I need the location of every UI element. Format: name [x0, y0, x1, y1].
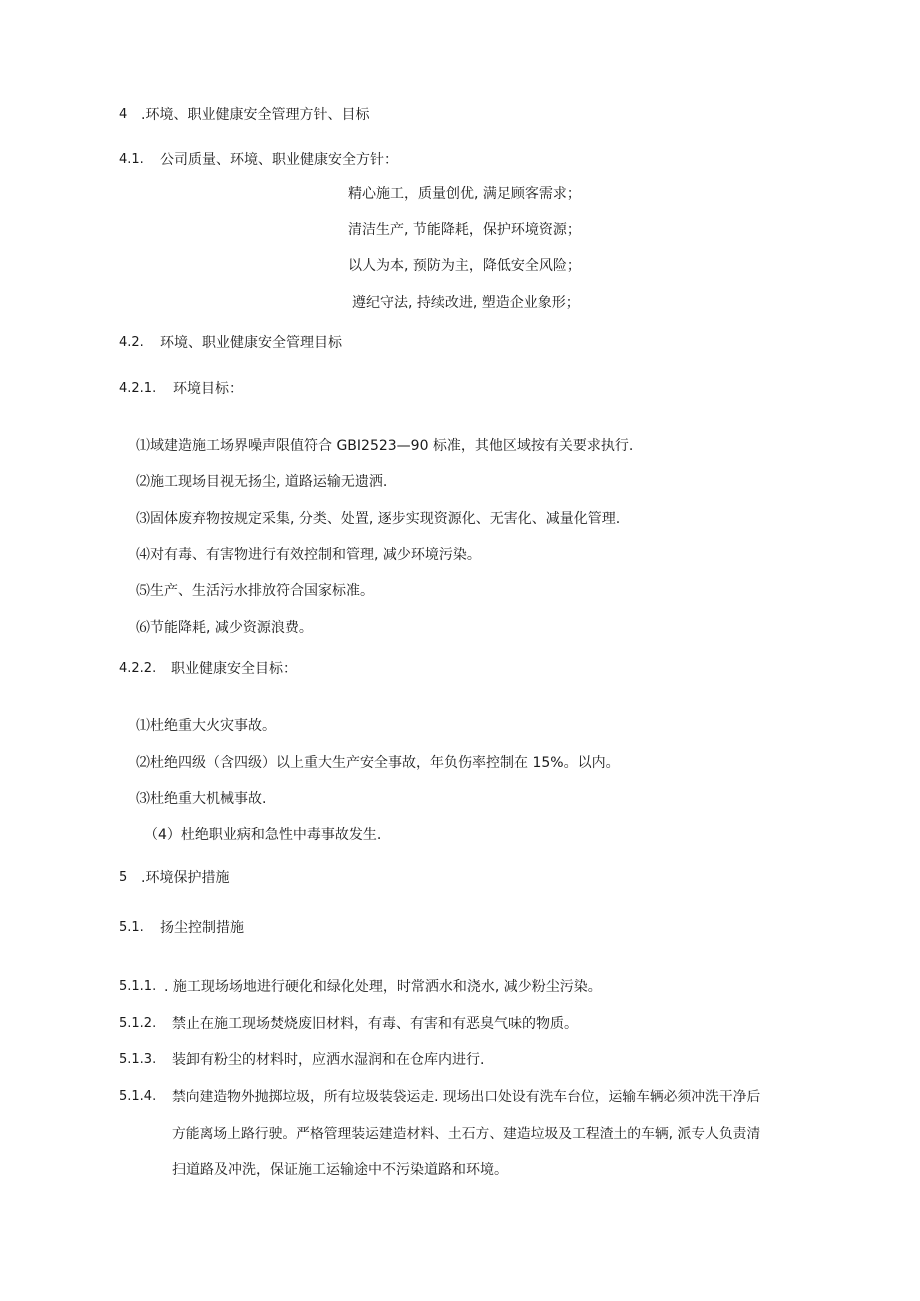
section-5-1-number: 5.1. [119, 920, 144, 935]
item-5-1-4-text: 禁向建造物外抛掷垃圾，所有垃圾装袋运走. 现场出口处设有洗车台位，运输车辆必须冲洗干净后 [172, 1089, 761, 1105]
section-5-number: 5 [119, 870, 128, 885]
section-4-1-number: 4.1. [119, 152, 144, 167]
item-5-1-3-number: 5.1.3. [119, 1052, 157, 1067]
section-4-2-2-title: 职业健康安全目标： [171, 661, 297, 677]
ohs-goal-item: ⑵杜绝四级（含四级）以上重大生产安全事故，年负伤率控制在 15%。以内。 [136, 755, 620, 771]
ohs-goal-item: ⑴杜绝重大火灾事故。 [136, 718, 276, 734]
ohs-goal-item: （4）杜绝职业病和急性中毒事故发生. [144, 827, 382, 843]
env-goal-item: ⑵施工现场目视无扬尘, 道路运输无遗洒. [136, 474, 388, 490]
section-5-1-title: 扬尘控制措施 [160, 920, 244, 936]
section-4-number: 4 [119, 107, 128, 122]
env-goal-item: ⑸生产、生活污水排放符合国家标准。 [136, 583, 374, 599]
policy-line: 以人为本, 预防为主，降低安全风险； [348, 258, 581, 274]
item-5-1-1-text: . 施工现场场地进行硬化和绿化处理，时常洒水和浇水, 减少粉尘污染。 [164, 979, 602, 995]
env-goal-item: ⑴域建造施工场界噪声限值符合 GBI2523—90 标准，其他区域按有关要求执行. [136, 438, 634, 454]
section-4-2-title: 环境、职业健康安全管理目标 [160, 335, 342, 351]
policy-line: 遵纪守法, 持续改进, 塑造企业象形； [352, 295, 580, 311]
section-5-title: .环境保护措施 [141, 870, 230, 886]
section-4-2-number: 4.2. [119, 335, 144, 350]
section-4-1-title: 公司质量、环境、职业健康安全方针： [160, 152, 398, 168]
item-5-1-4-number: 5.1.4. [119, 1089, 157, 1104]
env-goal-item: ⑷对有毒、有害物进行有效控制和管理, 减少环境污染。 [136, 547, 481, 563]
policy-line: 清洁生产, 节能降耗，保护环境资源； [348, 222, 581, 238]
item-5-1-4-text: 方能离场上路行驶。严格管理装运建造材料、土石方、建造垃圾及工程渣土的车辆, 派专人负责清 [172, 1126, 761, 1142]
section-4-2-1-title: 环境目标： [173, 381, 243, 397]
item-5-1-2-number: 5.1.2. [119, 1016, 157, 1031]
item-5-1-2-text: 禁止在施工现场焚烧废旧材料，有毒、有害和有恶臭气味的物质。 [172, 1016, 578, 1032]
item-5-1-1-number: 5.1.1. [119, 979, 157, 994]
section-4-2-1-number: 4.2.1. [119, 381, 157, 396]
ohs-goal-item: ⑶杜绝重大机械事故. [136, 791, 267, 807]
item-5-1-4-text: 扫道路及冲洗，保证施工运输途中不污染道路和环境。 [172, 1162, 508, 1178]
section-4-title: .环境、职业健康安全管理方针、目标 [141, 107, 370, 123]
policy-line: 精心施工，质量创优, 满足顾客需求； [348, 186, 581, 202]
env-goal-item: ⑶固体废弃物按规定采集, 分类、处置, 逐步实现资源化、无害化、减量化管理. [136, 511, 621, 527]
env-goal-item: ⑹节能降耗, 减少资源浪费。 [136, 620, 313, 636]
item-5-1-3-text: 装卸有粉尘的材料时，应洒水湿润和在仓库内进行. [172, 1052, 485, 1068]
section-4-2-2-number: 4.2.2. [119, 661, 157, 676]
